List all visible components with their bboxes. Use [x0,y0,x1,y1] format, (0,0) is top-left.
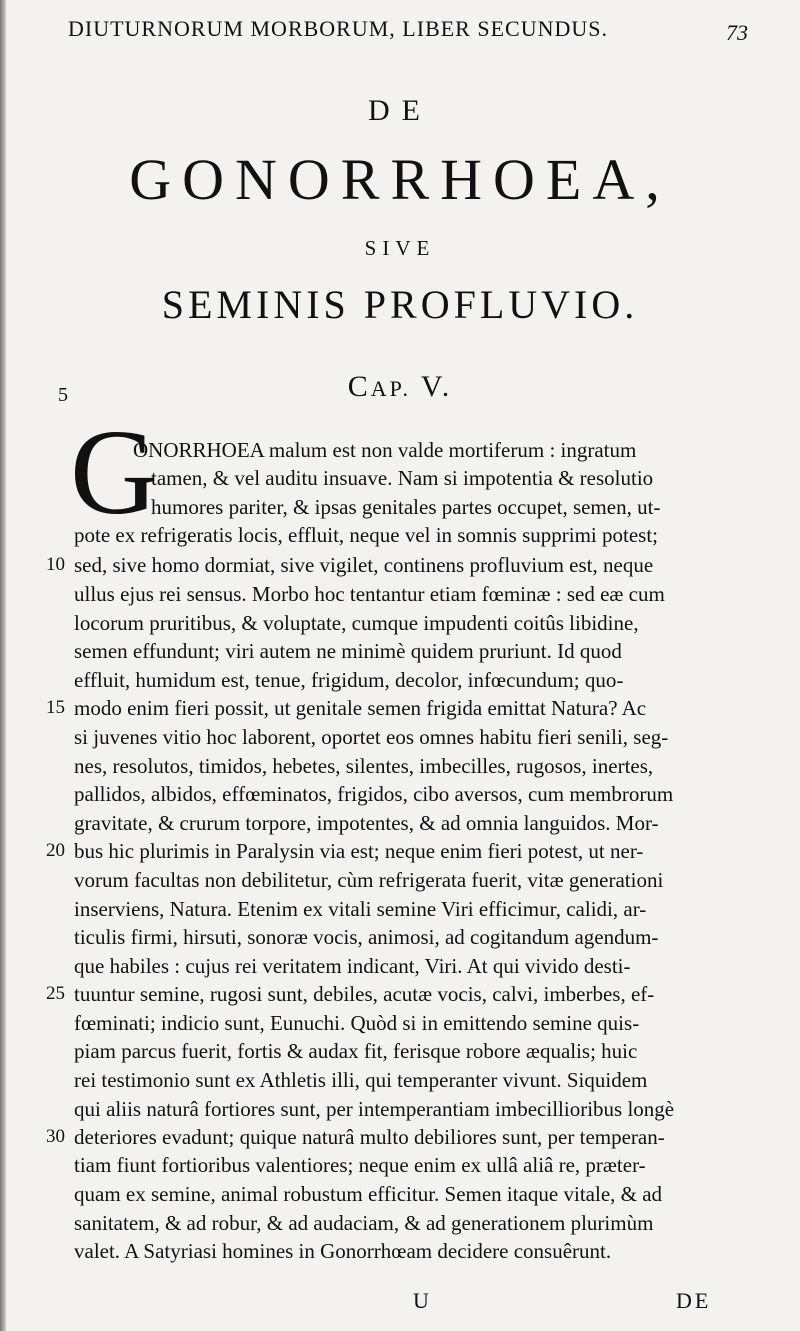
margin-line-number: 15 [46,697,65,718]
text-line: ticulis firmi, hirsuti, sonoræ vocis, animosi, ad cogitandum agendum- [74,925,659,949]
text-line: humores pariter, & ipsas genitales partes occupet, semen, ut- [151,495,661,519]
text-line: fœminati; indicio sunt, Eunuchi. Quòd si in emittendo semine quis- [74,1011,640,1035]
text-line: ullus ejus rei sensus. Morbo hoc tentantur etiam fœminæ : sed eæ cum [74,582,665,606]
text-line: nes, resolutos, timidos, hebetes, silentes, imbecilles, rugosos, inertes, [74,754,654,778]
chapter-cap-rest: AP. [370,376,411,401]
chapter-cap-initial: C [347,370,371,403]
text-line: modo enim fieri possit, ut genitale semen frigida emittat Natura? Ac [74,696,647,720]
text-line: pallidos, albidos, effœminatos, frigidos, cibo aversos, cum membrorum [74,782,674,806]
text-line: tiam fiunt fortioribus valentiores; neque enim ex ullâ aliâ re, præter- [74,1153,646,1177]
chapter-heading [0,370,800,404]
page-number: 73 [726,20,748,45]
page-title: GONORRHOEA, [129,147,671,212]
text-line: tamen, & vel auditu insuave. Nam si impotentia & resolutio [151,466,654,490]
text-line: gravitate, & crurum torpore, impotentes, & ad omnia languidos. Mor- [74,811,659,835]
margin-line-number: 10 [46,554,65,575]
text-line: piam parcus fuerit, fortis & audax fit, ferisque robore æqualis; huic [74,1039,638,1063]
text-line: bus hic plurimis in Paralysin via est; neque enim fieri potest, ut ner- [74,839,644,863]
text-line: pote ex refrigeratis locis, effluit, neque vel in somnis supprimi potest; [74,523,658,547]
text-line: rei testimonio sunt ex Athletis illi, qui temperanter vivunt. Siquidem [74,1068,648,1092]
text-line: qui aliis naturâ fortiores sunt, per intemperantiam imbecillioribus longè [74,1097,675,1121]
text-line: tuuntur semine, rugosi sunt, debiles, acutæ vocis, calvi, imberbes, ef- [74,982,655,1006]
text-line: semen effundunt; viri autem ne minimè quidem pruriunt. Id quod [74,639,622,663]
margin-line-number: 20 [46,840,65,861]
margin-line-number: 25 [46,983,65,1004]
text-line: si juvenes vitio hoc laborent, oportet eos omnes habitu fieri senili, seg- [74,725,669,749]
text-line: que habiles : cujus rei veritatem indicant, Viri. At qui vivido desti- [74,954,631,978]
text-line: inserviens, Natura. Etenim ex vitali semine Viri efficimur, calidi, ar- [74,897,647,921]
margin-line-number: 30 [46,1126,65,1147]
page-subtitle: SEMINIS PROFLUVIO. [161,282,639,327]
drop-cap-initial: G [70,405,159,540]
signature-mark: U [413,1288,429,1313]
text-line: ONORRHOEA malum est non valde mortiferum : ingratum [133,438,637,462]
title-sive: SIVE [364,236,436,260]
title-de: DE [368,94,432,127]
text-line: valet. A Satyriasi homines in Gonorrhœam decidere consuêrunt. [74,1239,612,1263]
catchword: DE [676,1288,712,1313]
margin-line-number-5: 5 [58,384,68,406]
text-line: vorum facultas non debilitetur, cùm refrigerata fuerit, vitæ generationi [74,868,664,892]
text-line: sed, sive homo dormiat, sive vigilet, continens profluvium est, neque [74,553,654,577]
text-line: sanitatem, & ad robur, & ad audaciam, & ad generationem plurimùm [74,1211,654,1235]
chapter-number: V. [420,370,453,403]
text-line: effluit, humidum est, tenue, frigidum, decolor, infœcundum; quo- [74,668,624,692]
text-line: locorum pruritibus, & voluptate, cumque impudenti coitûs libidine, [74,611,639,635]
text-line: quam ex semine, animal robustum efficitur. Semen itaque vitale, & ad [74,1182,663,1206]
running-head: DIUTURNORUM MORBORUM, LIBER SECUNDUS. [68,16,608,41]
text-line: deteriores evadunt; quique naturâ multo debiliores sunt, per temperan- [74,1125,665,1149]
